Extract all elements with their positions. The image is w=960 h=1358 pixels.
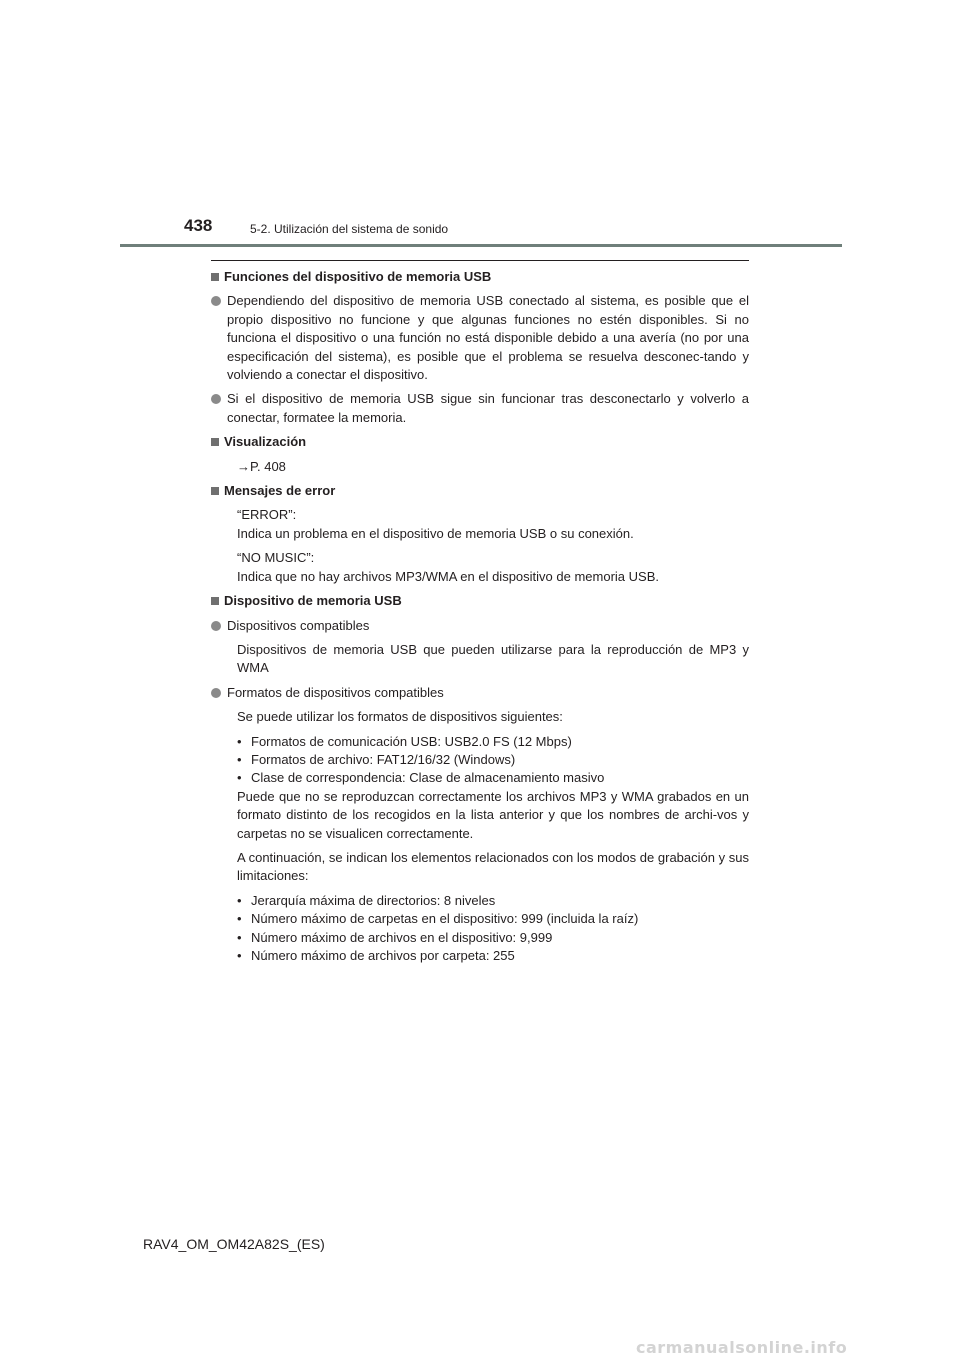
- error-message-entry: [237, 549, 749, 586]
- section-heading-errors: [211, 482, 749, 500]
- list-item: [237, 769, 749, 787]
- error-description: Indica un problema en el dispositivo de memoria USB o su conexión.: [237, 525, 634, 541]
- paragraph: Dispositivos de memoria USB que pueden utilizarse para la reproducción de MP3 y WMA: [237, 641, 749, 676]
- section-heading-usb-functions: [211, 268, 749, 286]
- section-title: 5-2. Utilización del sistema de sonido: [250, 222, 449, 236]
- paragraph: Puede que no se reproduzcan correctamente los archivos MP3 y WMA grabados en un formato distinto de los recogidos en la lista anterior y que los nombres de archi-vos y carpetas no se visualicen correctamente.: [237, 788, 749, 841]
- list-bullet-icon: •: [237, 751, 242, 767]
- list-item-text: Clase de correspondencia: Clase de almacenamiento masivo: [251, 770, 605, 786]
- document-code: RAV4_OM_OM42A82S_(ES): [143, 1236, 325, 1252]
- section-heading-text: Visualización: [224, 434, 307, 450]
- list-item-text: Número máximo de carpetas en el dispositivo: 999 (incluida la raíz): [251, 911, 639, 927]
- header-rule: [120, 244, 842, 247]
- section-heading-text: Funciones del dispositivo de memoria USB: [224, 269, 492, 284]
- list-bullet-icon: •: [237, 892, 242, 908]
- bullet-item: [211, 292, 749, 384]
- bullet-item: [211, 617, 749, 635]
- watermark: carmanualsonline.info: [636, 1340, 848, 1356]
- list-item: [237, 910, 749, 928]
- list-bullet-icon: •: [237, 948, 242, 963]
- page-number: 438: [184, 216, 213, 235]
- list-item: [237, 892, 749, 910]
- list-bullet-icon: •: [237, 929, 242, 945]
- limits-list: [237, 892, 749, 966]
- circle-bullet-icon: [211, 621, 221, 631]
- list-item: [237, 751, 749, 769]
- error-code: “NO MUSIC”:: [237, 550, 315, 566]
- content-rule: [211, 260, 749, 261]
- section-heading-usb-device: [211, 592, 749, 610]
- error-description: Indica que no hay archivos MP3/WMA en el dispositivo de memoria USB.: [237, 568, 659, 584]
- list-item-text: Formatos de comunicación USB: USB2.0 FS (12 Mbps): [251, 733, 572, 749]
- square-bullet-icon: [211, 487, 219, 495]
- list-bullet-icon: •: [237, 770, 242, 786]
- list-item: [237, 929, 749, 947]
- paragraph: Se puede utilizar los formatos de dispositivos siguientes:: [237, 709, 563, 725]
- bullet-text: Dispositivos compatibles: [227, 617, 370, 633]
- section-heading-text: Mensajes de error: [224, 483, 336, 499]
- circle-bullet-icon: [211, 296, 221, 306]
- circle-bullet-icon: [211, 688, 221, 698]
- bullet-text: Dependiendo del dispositivo de memoria USB conectado al sistema, es posible que el propio dispositivo no funcione y que algunas funciones no estén disponibles. Si no funciona el dispositivo o una función no está disponible debido a una avería (no por una especificación del sistema), es posible que el problema se resuelva desconec-tando y volviendo a conectar el dispositivo.: [227, 293, 749, 383]
- square-bullet-icon: [211, 273, 219, 281]
- list-item: [237, 947, 749, 965]
- section-heading-text: Dispositivo de memoria USB: [224, 593, 402, 609]
- bullet-item: [211, 684, 749, 702]
- list-item-text: Formatos de archivo: FAT12/16/32 (Windows): [251, 751, 516, 767]
- list-item-text: Jerarquía máxima de directorios: 8 niveles: [251, 892, 496, 908]
- bullet-text: Si el dispositivo de memoria USB sigue sin funcionar tras desconectarlo y volverlo a conectar, formatee la memoria.: [227, 391, 749, 425]
- page-content: [211, 268, 749, 971]
- page-reference-link[interactable]: →P. 408: [237, 458, 286, 474]
- section-heading-display: [211, 433, 749, 451]
- formats-block: [237, 733, 749, 843]
- list-bullet-icon: •: [237, 911, 242, 927]
- bullet-item: [211, 390, 749, 427]
- list-item-text: Número máximo de archivos en el dispositivo: 9,999: [251, 929, 553, 945]
- paragraph: A continuación, se indican los elementos relacionados con los modos de grabación y sus limitaciones:: [237, 849, 749, 884]
- circle-bullet-icon: [211, 394, 221, 404]
- error-code: “ERROR”:: [237, 507, 297, 523]
- square-bullet-icon: [211, 597, 219, 605]
- square-bullet-icon: [211, 438, 219, 446]
- error-message-entry: [237, 506, 749, 543]
- list-item-text: Número máximo de archivos por carpeta: 255: [251, 948, 515, 963]
- list-item: [237, 733, 749, 751]
- bullet-text: Formatos de dispositivos compatibles: [227, 684, 444, 700]
- list-bullet-icon: •: [237, 733, 242, 749]
